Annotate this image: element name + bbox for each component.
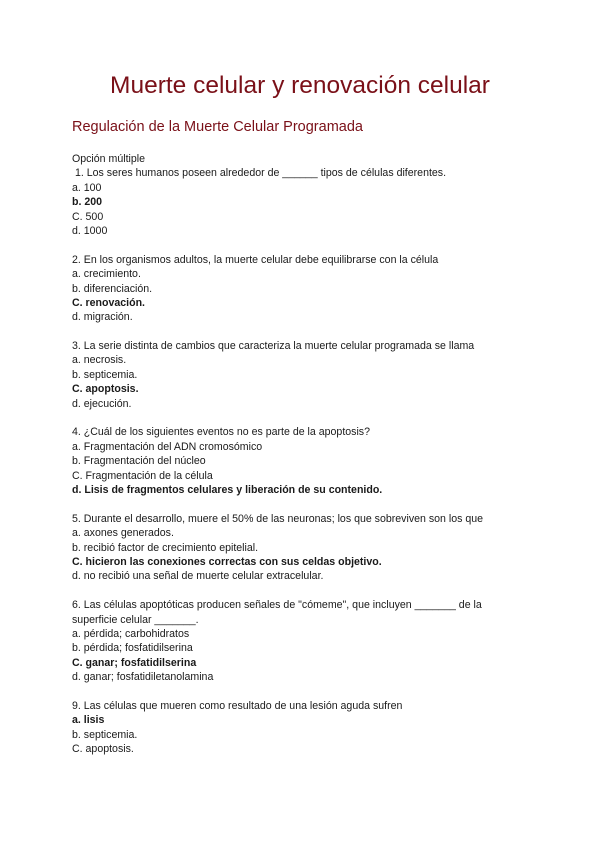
option-b: b. septicemia. [72,728,138,741]
question-3 [72,339,512,411]
question-text: 6. Las células apoptóticas producen señales de "cómeme", que incluyen _______ de la superficie celular _______. [72,599,482,626]
question-6 [72,598,512,684]
question-text: 5. Durante el desarrollo, muere el 50% de las neuronas; los que sobreviven son los que [72,512,484,525]
option-b: b. diferenciación. [72,282,153,295]
option-a: a. axones generados. [72,527,174,540]
question-4 [72,425,512,497]
option-b: b. septicemia. [72,368,138,381]
option-a: a. crecimiento. [72,268,141,281]
question-9 [72,699,512,757]
question-text: 1. Los seres humanos poseen alrededor de ______ tipos de células diferentes. [75,167,447,180]
quiz-content [72,152,512,756]
option-d: d. no recibió una señal de muerte celular extracelular. [72,570,324,583]
option-b-correct: b. 200 [72,196,103,209]
option-a-correct: a. lisis [72,714,105,727]
option-d-correct: d. Lisis de fragmentos celulares y liberación de su contenido. [72,483,383,496]
option-c-correct: C. ganar; fosfatidilserina [72,656,197,669]
option-a: a. necrosis. [72,354,127,367]
option-c-correct: C. renovación. [72,296,145,309]
question-2 [72,253,512,325]
option-d: d. ganar; fosfatidiletanolamina [72,671,214,684]
question-1 [72,166,512,238]
option-b: b. pérdida; fosfatidilserina [72,642,193,655]
question-text: 9. Las células que mueren como resultado de una lesión aguda sufren [72,699,403,712]
question-text: 3. La serie distinta de cambios que caracteriza la muerte celular programada se llama [72,340,475,353]
option-a: a. Fragmentación del ADN cromosómico [72,440,263,453]
document-title: Muerte celular y renovación celular [110,72,490,99]
option-c: C. apoptosis. [72,743,134,756]
option-c: C. 500 [72,210,104,223]
option-a: a. 100 [72,181,102,194]
question-text: 2. En los organismos adultos, la muerte celular debe equilibrarse con la célula [72,253,439,266]
option-c-correct: C. apoptosis. [72,383,139,396]
option-b: b. Fragmentación del núcleo [72,455,206,468]
option-c-correct: C. hicieron las conexiones correctas con sus celdas objetivo. [72,555,382,568]
option-a: a. pérdida; carbohidratos [72,627,190,640]
document-subtitle: Regulación de la Muerte Celular Programada [72,119,363,135]
option-b: b. recibió factor de crecimiento epitelial. [72,541,259,554]
question-5 [72,512,512,584]
option-d: d. ejecución. [72,397,132,410]
option-d: d. 1000 [72,224,108,237]
option-c: C. Fragmentación de la célula [72,469,213,482]
section-label: Opción múltiple [72,153,146,165]
question-text: 4. ¿Cuál de los siguientes eventos no es parte de la apoptosis? [72,426,370,439]
option-d: d. migración. [72,311,133,324]
